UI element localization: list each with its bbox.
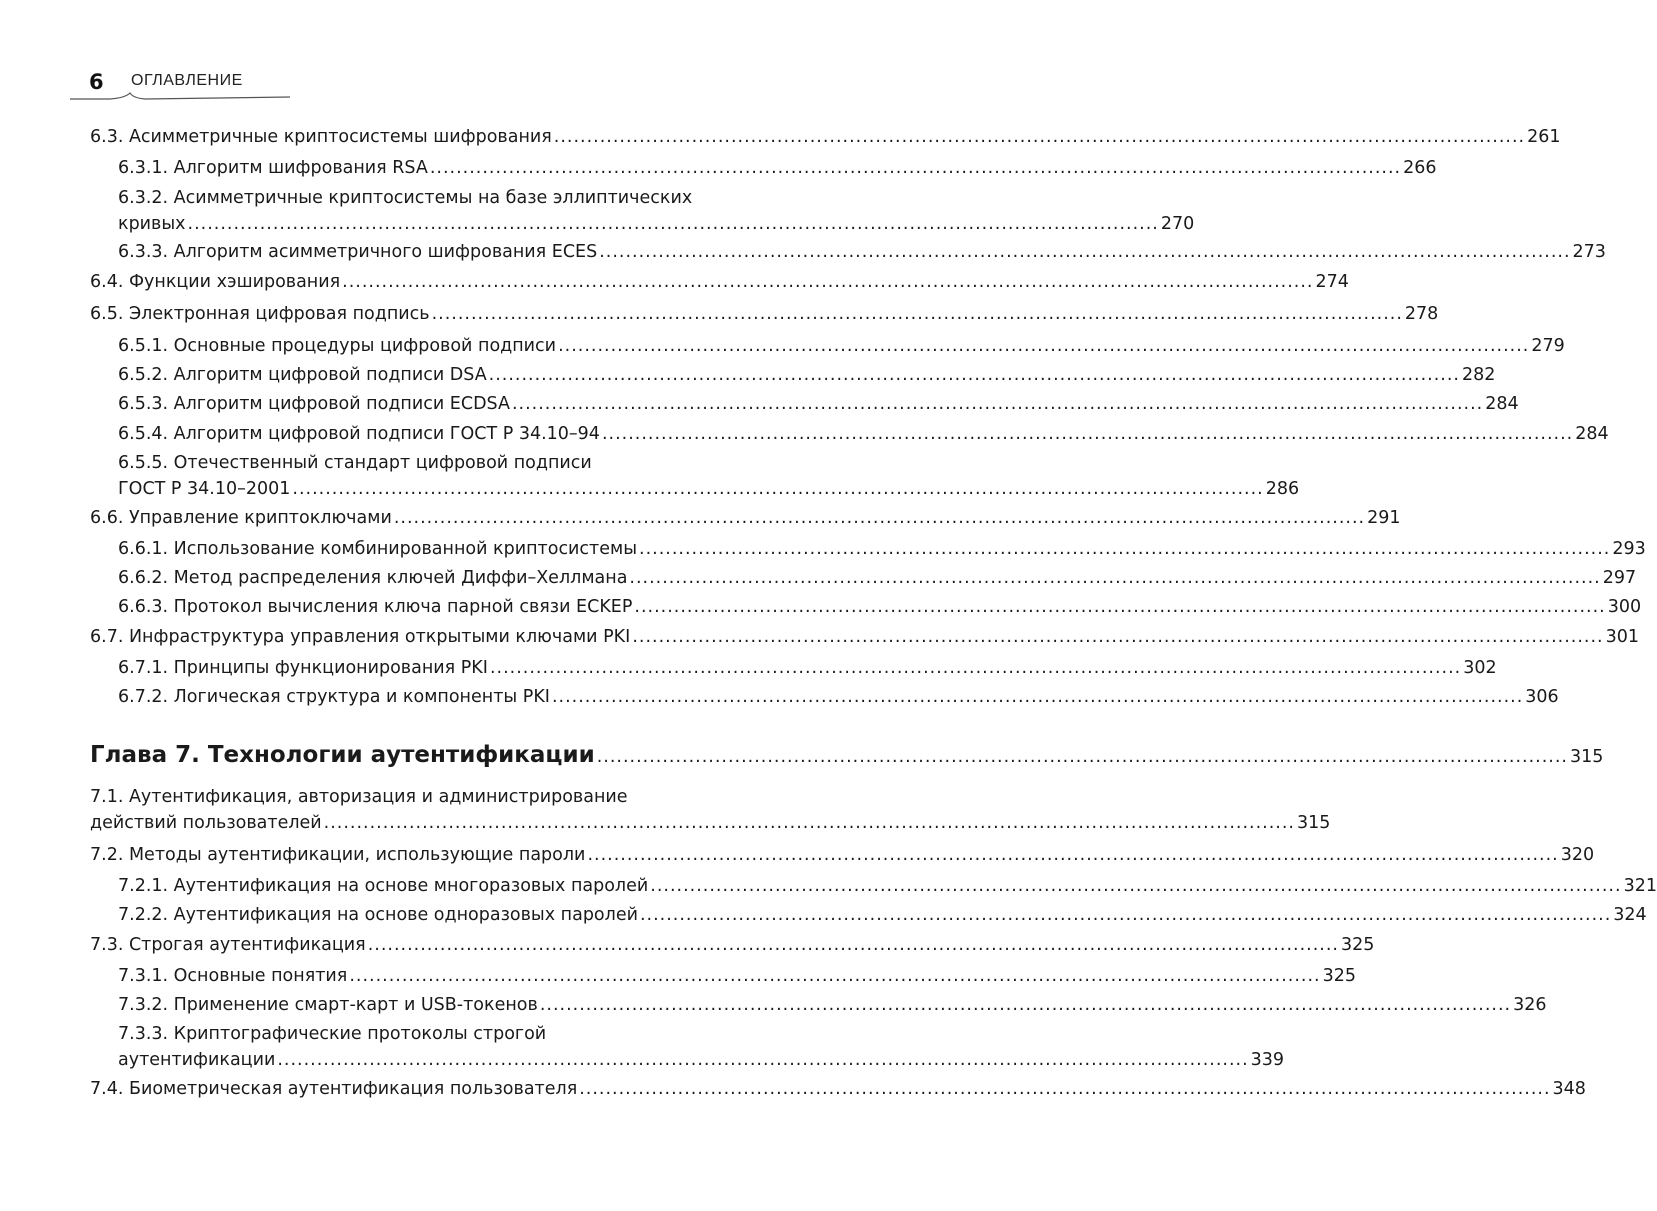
toc-entry-page: 324 [1613,905,1647,925]
toc-entry-page: 315 [1570,747,1604,767]
toc-entry-page: 348 [1552,1079,1586,1099]
dot-leader: .................................................................................................................................................... [431,304,1403,324]
dot-leader: .................................................................................................................................................... [650,876,1622,896]
toc-entry-title: 7.3.2. Применение смарт-карт и USB-токенов [118,995,538,1015]
dot-leader: .................................................................................................................................................... [596,747,1568,767]
toc-entry[interactable] [90,303,1439,325]
toc-entry-title: 6.5.3. Алгоритм цифровой подписи ECDSA [118,394,510,414]
toc-entry[interactable] [118,187,1195,235]
chapter-title: Глава 7. Технологии аутентификации [90,742,595,768]
toc-entry-page: 321 [1623,876,1657,896]
toc-entry[interactable] [118,452,1300,500]
toc-entry-title: 6.6. Управление криптоключами [90,508,392,528]
toc-entry-title: 7.3.1. Основные понятия [118,966,348,986]
toc-entry-page: 326 [1513,995,1547,1015]
toc-entry-title: 7.4. Биометрическая аутентификация пользователя [90,1079,578,1099]
toc-entry[interactable] [90,844,1595,866]
toc-entry-title: 6.3.2. Асимметричные криптосистемы на базе эллиптических [118,188,693,208]
toc-entry-page: 261 [1527,127,1561,147]
dot-leader: .................................................................................................................................................... [323,813,1295,833]
toc-entry-title: 6.6.2. Метод распределения ключей Диффи–Хеллмана [118,568,628,588]
toc-entry[interactable] [118,875,1657,897]
header-rule-ornament [70,90,290,104]
toc-entry[interactable] [118,567,1637,589]
toc-entry[interactable] [118,364,1496,386]
toc-entry-title: 7.3.3. Криптографические протоколы строгой [118,1024,547,1044]
dot-leader: .................................................................................................................................................... [429,158,1402,178]
toc-entry-page: 306 [1525,687,1559,707]
toc-entry-title: 7.3. Строгая аутентификация [90,935,366,955]
toc-entry[interactable] [118,1023,1285,1071]
toc-entry-page: 339 [1250,1050,1285,1070]
dot-leader: .................................................................................................................................................... [587,845,1559,865]
toc-entry-title: 7.2.1. Аутентификация на основе многоразовых паролей [118,876,649,896]
dot-leader: .................................................................................................................................................... [634,597,1606,617]
toc-entry[interactable] [90,626,1640,648]
toc-entry-title: 6.5.1. Основные процедуры цифровой подписи [118,336,557,356]
toc-entry-title: 7.1. Аутентификация, авторизация и администрирование [90,787,628,807]
toc-entry-page: 302 [1463,658,1497,678]
dot-leader: .................................................................................................................................................... [579,1079,1551,1099]
dot-leader: .................................................................................................................................................... [551,687,1524,707]
toc-entry-title: 6.4. Функции хэширования [90,272,341,292]
dot-leader: .................................................................................................................................................... [292,479,1264,499]
toc-entry[interactable] [118,904,1647,926]
toc-entry-page: 297 [1602,568,1637,588]
toc-entry-title: 6.5.5. Отечественный стандарт цифровой подписи [118,453,592,473]
dot-leader: .................................................................................................................................................... [601,424,1574,444]
toc-entry-title: 6.5.4. Алгоритм цифровой подписи ГОСТ Р 34.10–94 [118,424,600,444]
toc-entry-title: 6.6.1. Использование комбинированной криптосистемы [118,539,638,559]
dot-leader: .................................................................................................................................................... [393,508,1366,528]
toc-entry[interactable] [90,934,1375,956]
toc-entry-page: 274 [1315,272,1349,292]
toc-entry-page: 284 [1485,394,1519,414]
toc-entry-title-cont: ГОСТ Р 34.10–2001 [118,479,291,499]
toc-entry-title: 6.5. Электронная цифровая подпись [90,304,430,324]
toc-entry-title: 6.7.1. Принципы функционирования PKI [118,658,488,678]
toc-entry-page: 320 [1560,845,1595,865]
dot-leader: .................................................................................................................................................... [349,966,1321,986]
toc-entry[interactable] [90,271,1349,293]
toc-entry-title-cont: аутентификации [118,1050,276,1070]
running-title: ОГЛАВЛЕНИЕ [131,72,243,89]
toc-entry-page: 286 [1265,479,1300,499]
toc-entry[interactable] [90,786,1331,834]
dot-leader: .................................................................................................................................................... [511,394,1484,414]
toc-entry-page: 282 [1461,365,1496,385]
dot-leader: .................................................................................................................................................... [629,568,1601,588]
page-number: 6 [89,70,104,94]
page-header [0,0,827,110]
toc-entry[interactable] [118,657,1497,679]
toc-entry[interactable] [90,507,1401,529]
toc-entry-page: 300 [1607,597,1642,617]
toc-entry[interactable] [118,335,1565,357]
dot-leader: .................................................................................................................................................... [639,539,1611,559]
toc-entry-page: 293 [1612,539,1646,559]
toc-entry-title: 7.2.2. Аутентификация на основе одноразовых паролей [118,905,638,925]
dot-leader: .................................................................................................................................................... [277,1050,1249,1070]
dot-leader: .................................................................................................................................................... [342,272,1314,292]
toc-entry-page: 270 [1160,214,1195,234]
dot-leader: .................................................................................................................................................... [639,905,1612,925]
dot-leader: .................................................................................................................................................... [187,214,1159,234]
toc-entry-page: 291 [1367,508,1401,528]
dot-leader: .................................................................................................................................................... [539,995,1512,1015]
toc-entry-page: 266 [1403,158,1437,178]
toc-entry[interactable] [118,965,1357,987]
toc-entry-page: 325 [1340,935,1375,955]
toc-entry-title: 6.5.2. Алгоритм цифровой подписи DSA [118,365,487,385]
toc-entry[interactable] [90,1078,1586,1100]
toc-entry-page: 284 [1575,424,1609,444]
toc-entry[interactable] [118,994,1547,1016]
dot-leader: .................................................................................................................................................... [558,336,1530,356]
toc-entry[interactable] [118,157,1437,179]
dot-leader: .................................................................................................................................................... [553,127,1526,147]
dot-leader: .................................................................................................................................................... [632,627,1604,647]
toc-entry-title: 6.3. Асимметричные криптосистемы шифрования [90,127,552,147]
toc-chapter-heading[interactable] [90,742,1604,768]
toc-entry-page: 278 [1404,304,1439,324]
toc-entry[interactable] [118,596,1642,618]
toc-entry[interactable] [118,423,1609,445]
toc-entry-page: 273 [1572,242,1606,262]
toc-entry-page: 279 [1531,336,1565,356]
toc-entry-title: 6.6.3. Протокол вычисления ключа парной связи ECKEP [118,597,633,617]
dot-leader: .................................................................................................................................................... [367,935,1339,955]
toc-entry[interactable] [118,393,1519,415]
toc-entry-title: 6.3.1. Алгоритм шифрования RSA [118,158,428,178]
toc-entry[interactable] [90,126,1561,148]
toc-entry-title: 6.3.3. Алгоритм асимметричного шифрования ECES [118,242,598,262]
dot-leader: .................................................................................................................................................... [599,242,1571,262]
toc-entry-title: 6.7.2. Логическая структура и компоненты PKI [118,687,550,707]
toc-entry-title-cont: кривых [118,214,186,234]
toc-entry-page: 301 [1605,627,1640,647]
toc-entry[interactable] [118,686,1559,708]
toc-entry[interactable] [118,538,1646,560]
toc-entry-title-cont: действий пользователей [90,813,322,833]
dot-leader: .................................................................................................................................................... [489,658,1462,678]
toc-entry-title: 6.7. Инфраструктура управления открытыми ключами PKI [90,627,631,647]
toc-entry[interactable] [118,241,1606,263]
toc-entry-title: 7.2. Методы аутентификации, использующие пароли [90,845,586,865]
toc-entry-page: 325 [1322,966,1357,986]
toc-entry-page: 315 [1296,813,1331,833]
dot-leader: .................................................................................................................................................... [488,365,1460,385]
